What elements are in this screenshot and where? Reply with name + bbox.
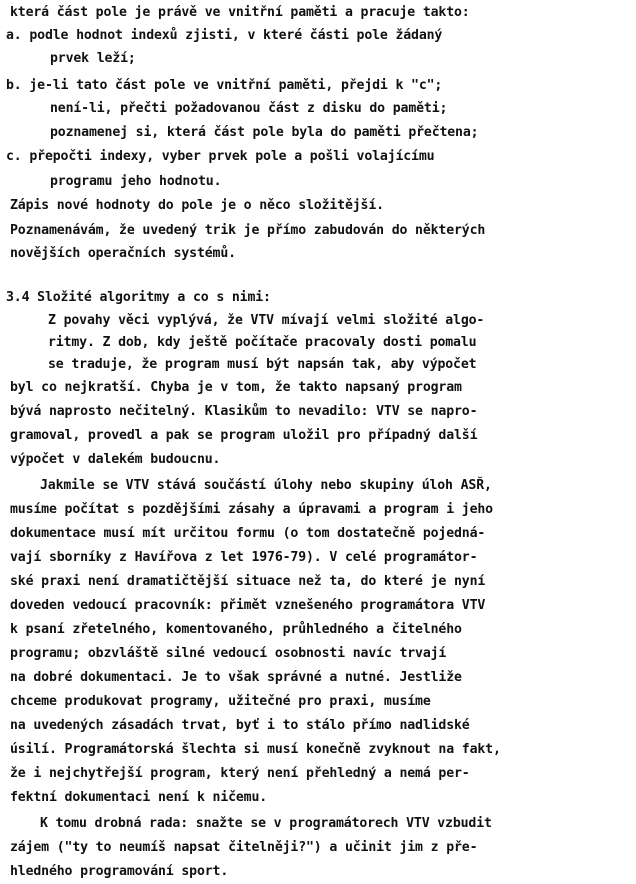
text-line: se traduje, že program musí být napsán tak, aby výpočet xyxy=(48,357,477,372)
text-line: fektní dokumentaci není k ničemu. xyxy=(10,790,268,805)
text-line: zájem ("ty to neumíš napsat čitelněji?") a učinit jim z pře- xyxy=(10,840,478,855)
text-line: ritmy. Z dob, kdy ještě počítače pracovaly dosti pomalu xyxy=(48,335,477,350)
text-line: výpočet v dalekém budoucnu. xyxy=(10,452,221,467)
text-line: vají sborníky z Havířova z let 1976-79). V celé programátor- xyxy=(10,550,478,565)
text-line: na dobré dokumentaci. Je to však správné a nutné. Jestliže xyxy=(10,670,462,685)
text-line: dokumentace musí mít určitou formu (o tom dostatečně pojedná- xyxy=(10,526,486,541)
text-line: k psaní zřetelného, komentovaného, průhledného a čitelného xyxy=(10,622,462,637)
text-line: K tomu drobná rada: snažte se v programátorech VTV vzbudit xyxy=(40,816,492,831)
text-line: Z povahy věci vyplývá, že VTV mívají velmi složité algo- xyxy=(48,313,485,328)
list-item-c: c. přepočti indexy, vyber prvek pole a pošli volajícímu xyxy=(6,149,435,164)
text-line: novějších operačních systémů. xyxy=(10,246,236,261)
text-line: programu; obzvláště silné vedoucí osobnosti navíc trvají xyxy=(10,646,447,661)
text-line: gramoval, provedl a pak se program uložil pro případný další xyxy=(10,428,478,443)
text-line: úsilí. Programátorská šlechta si musí konečně zvyknout na fakt, xyxy=(10,742,501,757)
text-line: doveden vedoucí pracovník: přimět vznešeného programátora VTV xyxy=(10,598,486,613)
text-line: byl co nejkratší. Chyba je v tom, že takto napsaný program xyxy=(10,380,462,395)
text-line: která část pole je právě ve vnitřní paměti a pracuje takto: xyxy=(10,5,470,20)
text-line: prvek leží; xyxy=(50,51,136,66)
text-line: programu jeho hodnotu. xyxy=(50,174,222,189)
text-line: není-li, přečti požadovanou část z disku do paměti; xyxy=(50,101,448,116)
section-heading: 3.4 Složité algoritmy a co s nimi: xyxy=(6,290,271,305)
list-item-b: b. je-li tato část pole ve vnitřní paměti, přejdi k "c"; xyxy=(6,78,443,93)
text-line: ské praxi není dramatičtější situace než ta, do které je nyní xyxy=(10,574,486,589)
text-line: na uvedených zásadách trvat, byť i to stálo přímo nadlidské xyxy=(10,718,470,733)
text-line: Jakmile se VTV stává součástí úlohy nebo skupiny úloh ASŘ, xyxy=(40,478,492,493)
text-line: že i nejchytřejší program, který není přehledný a nemá per- xyxy=(10,766,470,781)
text-line: chceme produkovat programy, užitečné pro praxi, musíme xyxy=(10,694,431,709)
text-line: Poznamenávám, že uvedený trik je přímo zabudován do některých xyxy=(10,223,486,238)
text-line: hledného programování sport. xyxy=(10,864,229,879)
text-line: musíme počítat s pozdějšími zásahy a úpravami a program i jeho xyxy=(10,502,493,517)
text-line: bývá naprosto nečitelný. Klasikům to nevadilo: VTV se napro- xyxy=(10,404,478,419)
text-line: poznamenej si, která část pole byla do paměti přečtena; xyxy=(50,125,479,140)
text-line: Zápis nové hodnoty do pole je o něco složitější. xyxy=(10,198,384,213)
list-item-a: a. podle hodnot indexů zjisti, v které části pole žádaný xyxy=(6,28,443,43)
